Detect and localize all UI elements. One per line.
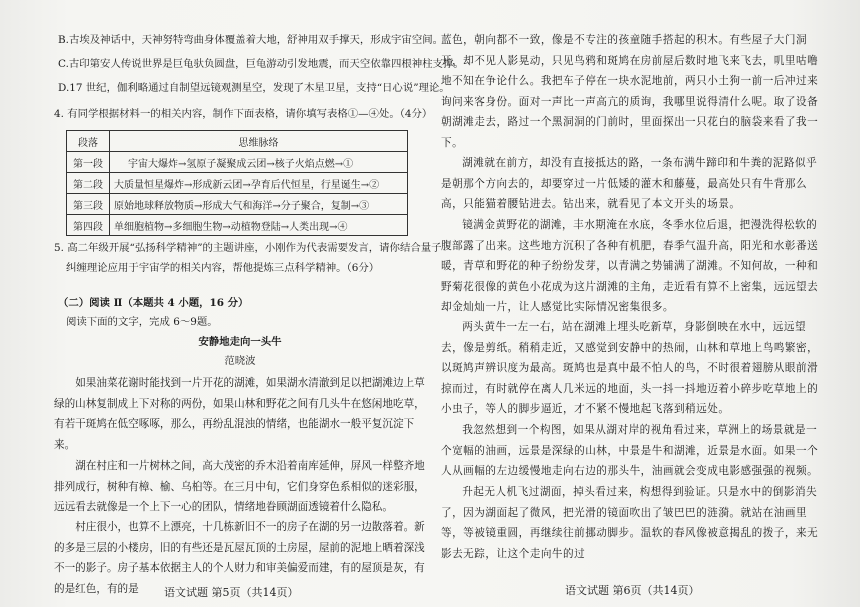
mindmap-table — [66, 130, 408, 236]
option-b: B.古埃及神话中，天神努特弯曲身体覆盖着大地，舒神用双手撑天，形成宇宙空间。 — [58, 34, 443, 46]
article-paragraph: 湖在村庄和一片树林之间，高大茂密的乔木沿着南库延伸，屏风一样整齐地排列成行，树种有樟、榆、乌桕等。在三月中旬，它们身穿色系相似的迷彩服，远远看去就像是一个上下一心的团队，情绪地眷顾湖面透镜着什么隐私。 — [54, 460, 425, 513]
table-cell-content: 单细胞植物→多细胞生物→动植物登陆→人类出现→④ — [110, 215, 408, 236]
table-cell-content: 原始地球释放物质→形成大气和海洋→分子聚合，复制→③ — [110, 194, 408, 215]
page-footer: 语文试题 第5页（共14页） — [164, 586, 299, 599]
table-row — [67, 215, 408, 236]
right-page — [441, 0, 821, 607]
table-cell-stage: 第四段 — [67, 215, 110, 236]
table-row — [67, 152, 408, 173]
question-5-line1: 5. 高二年级开展“弘扬科学精神”的主题讲座，小刚作为代表需要发言，请你结合量子 — [54, 242, 442, 254]
table-row — [67, 173, 408, 194]
table-header-row — [67, 131, 408, 152]
option-c: C.古印第安人传说世界是巨龟驮负圆盘，巨龟游动引发地震，而天空依靠四根神柱支撑。 — [58, 58, 464, 70]
article-paragraph: 蓝色，朝向都不一致，像是不专注的孩童随手搭起的积木。有些屋子大门洞开，却不见人影晃动，只见鸟鸦和斑鸠在房前屋后数时地飞来飞去，叽里咕噜地不知在争论什么。我把车子停在一块水泥地前，两只小土狗一前一后冲过来询问来客身份。面对一声比一声高亢的质询，我哪里说得清什么呢。取了设备朝湖滩走去，路过一个黑洞洞的门前时，里面探出一只花白的脑袋来看了我一下。 — [441, 34, 819, 149]
table-cell-stage: 第二段 — [67, 173, 110, 194]
article-paragraph: 村庄很小，也算不上漂亮，十几栋新旧不一的房子在湖的另一边散落着。新的多是三层的小楼房，旧的有些还是瓦屋瓦顶的土房屋，屋前的泥地上晒着深浅不一的影子。房子基本依据主人的个人财力和审美偏爱而建，有的屋顶是灰，有的是红色，有的是 — [54, 521, 425, 595]
option-d: D.17 世纪，伽利略通过自制望远镜观测星空，发现了木星卫星，支持“日心说”理论。 — [58, 82, 450, 94]
reading-instruction: 阅读下面的文字，完成 6～9题。 — [66, 316, 218, 328]
article-paragraph: 如果油菜花谢时能找到一片开花的湖滩，如果湖水清澈到足以把湖滩边上草绿的山林复制成上下对称的两份，如果山林和野花之间有几头牛在悠闲地吃草，有若干斑鸠在低空啄啄，那么，再纷乱混浊的情绪，也能湖水一般平复沉淀下来。 — [54, 377, 425, 451]
article-paragraph: 我忽然想到一个构图，如果从湖对岸的视角看过来，草洲上的场景就是一个宽幅的油画，远景是深绿的山林，中景是牛和湖滩，近景是水面。如果一个人从画幅的左边缓慢地走向右边的那头牛，油画就会变成电影感强强的视频。 — [441, 424, 819, 478]
page-footer: 语文试题 第6页（共14页） — [565, 584, 700, 597]
table-cell-content: 宇宙大爆炸→氢原子凝聚成云团→核子火焰点燃→① — [110, 152, 408, 173]
table-cell-stage: 第一段 — [67, 152, 110, 173]
table-cell-stage: 第三段 — [67, 194, 110, 215]
table-header-content: 思维脉络 — [110, 131, 408, 152]
article-paragraph: 两头黄牛一左一右，站在湖滩上埋头吃新草，身影倒映在水中，远远望去，像是剪纸。稍稍走近，又感觉到安静中的热闹，山林和草地上鸟鸣繁密，以斑鸠声辨识度为最高。斑鸠也是真中最不怕人的鸟，不时很着翅膀从眼前滑掠而过，有时就停在离人几米远的地面，头一抖一抖地迈着小碎步吃草地上的小虫子，等人的脚步逼近，才不紧不慢地起飞落到稍远处。 — [441, 321, 819, 416]
left-page — [54, 0, 464, 607]
article-author: 范晓波 — [224, 355, 256, 367]
question-4: 4. 有同学根据材料一的相关内容，制作下面表格，请你填写表格①—④处。（4分） — [54, 108, 433, 120]
article-paragraph: 镜满金黄野花的湖滩，丰水期淹在水底，冬季水位后退，把漫洗得松软的腹部露了出来。这些地方沉积了各种有机肥，春季气温升高，阳光和水彰番送暖，青草和野花的种子纷纷发芽，以青满之势铺满了湖滩。不知何故，一种和野菊花很像的黄色小花成为这片湖滩的主角，走近看有算不上密集，远远望去却金灿灿一片，让人感觉比实际情况密集很多。 — [441, 219, 819, 314]
article-title: 安静地走向一头牛 — [198, 336, 282, 348]
table-row — [67, 194, 408, 215]
table-header-stage: 段落 — [67, 131, 110, 152]
question-5-line2: 纠缠理论应用于宇宙学的相关内容，帮他提炼三点科学精神。（6分） — [66, 262, 380, 274]
article-paragraph: 升起无人机飞过湖面，掉头看过来，构想得到验证。只是水中的倒影消失了，因为湖面起了微风，把光滑的镜面吹出了皱巴巴的涟漪。就站在油画里等，等被镜重圆，再继续往前挪动脚步。温软的春风像被意揭乱的拨子，来无影去无踪，让这个走向牛的过 — [441, 486, 819, 560]
article-paragraph: 湖滩就在前方，却没有直接抵达的路，一条布满牛蹄印和牛粪的泥路似乎是朝那个方向去的，却要穿过一片低矮的灌木和藤蔓，最高处只有牛背那么高，只能猫着腰钻进去。钻出来，就看见了本文开头的场景。 — [441, 157, 818, 211]
section-heading: （二）阅读 Ⅱ（本题共 4 小题，16 分） — [58, 297, 249, 309]
table-cell-content: 大质量恒星爆炸→形成新云团→孕育后代恒星，行星诞生→② — [110, 173, 408, 194]
